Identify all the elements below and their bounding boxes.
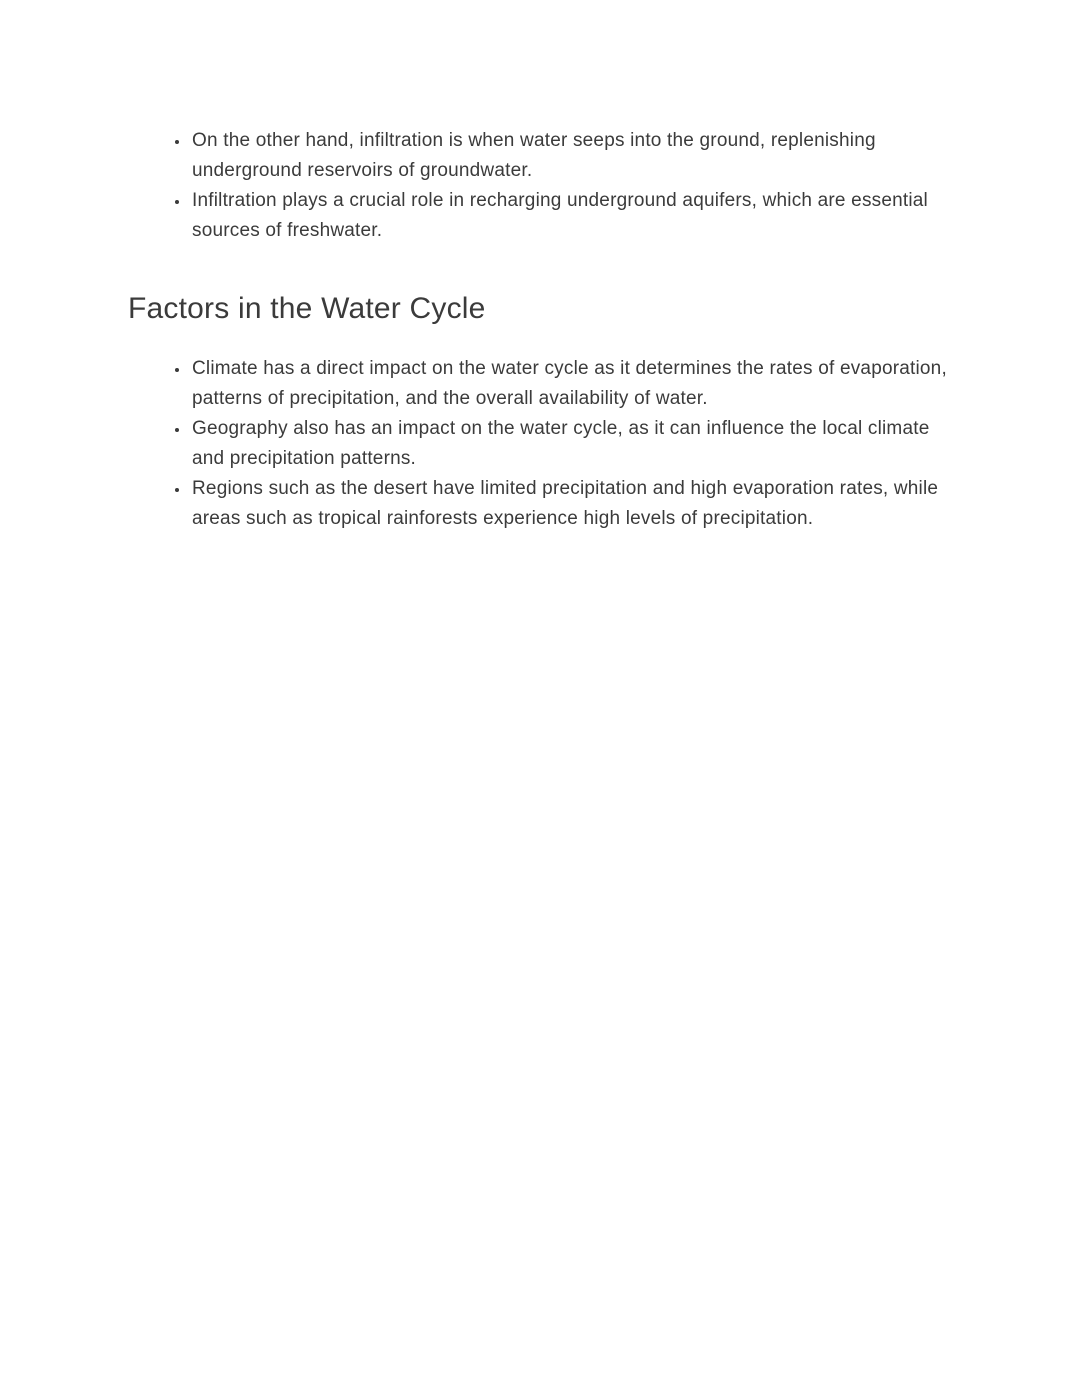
factors-bullet-list (128, 354, 958, 534)
list-item-regions: • Regions such as the desert have limited precipitation and high evaporation rates, while areas such as tropical rainforests experience high levels of precipitation. (190, 474, 958, 534)
list-item-geography: • Geography also has an impact on the water cycle, as it can influence the local climate and precipitation patterns. (190, 414, 958, 474)
list-item-infiltration-definition: • On the other hand, infiltration is when water seeps into the ground, replenishing underground reservoirs of groundwater. (190, 126, 958, 186)
infiltration-bullet-list (128, 126, 958, 246)
list-item-infiltration-role: • Infiltration plays a crucial role in recharging underground aquifers, which are essential sources of freshwater. (190, 186, 958, 246)
section-heading-factors: Factors in the Water Cycle (128, 292, 486, 325)
list-item-climate: • Climate has a direct impact on the water cycle as it determines the rates of evaporation, patterns of precipitation, and the overall availability of water. (190, 354, 958, 414)
